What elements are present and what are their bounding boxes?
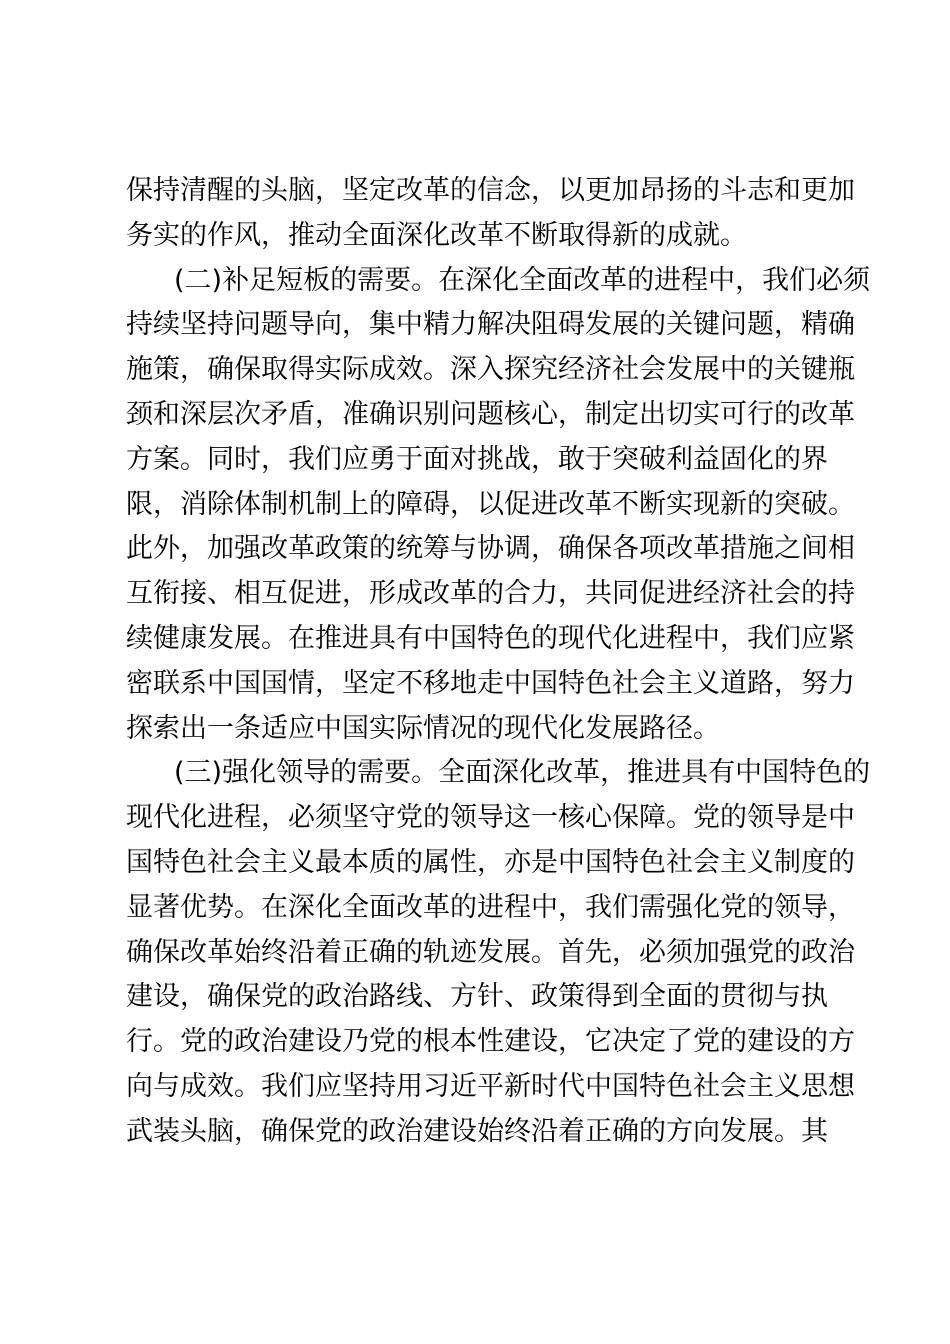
text-line: 显著优势。在深化全面改革的进程中，我们需强化党的领导， xyxy=(126,891,855,923)
text-line: 互衔接、相互促进，形成改革的合力，共同促进经济社会的持 xyxy=(126,578,855,610)
text-line: 持续坚持问题导向，集中精力解决阻碍发展的关键问题，精确 xyxy=(126,309,855,341)
text-line: 保持清醒的头脑，坚定改革的信念，以更加昂扬的斗志和更加 xyxy=(126,175,855,206)
text-line: 行。党的政治建设乃党的根本性建设，它决定了党的建设的方 xyxy=(126,1026,855,1058)
text-line: 施策，确保取得实际成效。深入探究经济社会发展中的关键瓶 xyxy=(126,354,855,386)
text-line: 现代化进程，必须坚守党的领导这一核心保障。党的领导是中 xyxy=(126,802,855,834)
text-line: 武装头脑，确保党的政治建设始终沿着正确的方向发展。其 xyxy=(126,1115,828,1147)
text-line: 探索出一条适应中国实际情况的现代化发展路径。 xyxy=(126,712,720,744)
section-heading-line: (三)强化领导的需要。全面深化改革，推进具有中国特色的 xyxy=(174,757,871,789)
text-line: 国特色社会主义最本质的属性，亦是中国特色社会主义制度的 xyxy=(126,846,855,878)
text-line: 续健康发展。在推进具有中国特色的现代化进程中，我们应紧 xyxy=(126,622,855,654)
text-line: 此外，加强改革政策的统筹与协调，确保各项改革措施之间相 xyxy=(126,533,855,565)
text-line: 限，消除体制机制上的障碍，以促进改革不断实现新的突破。 xyxy=(126,488,855,520)
text-line: 确保改革始终沿着正确的轨迹发展。首先，必须加强党的政治 xyxy=(126,936,855,968)
text-line: 务实的作风，推动全面深化改革不断取得新的成就。 xyxy=(126,219,747,251)
text-line: 密联系中国国情，坚定不移地走中国特色社会主义道路，努力 xyxy=(126,667,855,699)
section-heading-line: (二)补足短板的需要。在深化全面改革的进程中，我们必须 xyxy=(174,264,871,296)
body-text xyxy=(126,169,871,1155)
text-line: 颈和深层次矛盾，准确识别问题核心，制定出切实可行的改革 xyxy=(126,398,855,430)
text-line: 建设，确保党的政治路线、方针、政策得到全面的贯彻与执 xyxy=(126,981,828,1013)
text-line: 方案。同时，我们应勇于面对挑战，敢于突破利益固化的界 xyxy=(126,443,828,475)
text-line: 向与成效。我们应坚持用习近平新时代中国特色社会主义思想 xyxy=(126,1070,855,1102)
